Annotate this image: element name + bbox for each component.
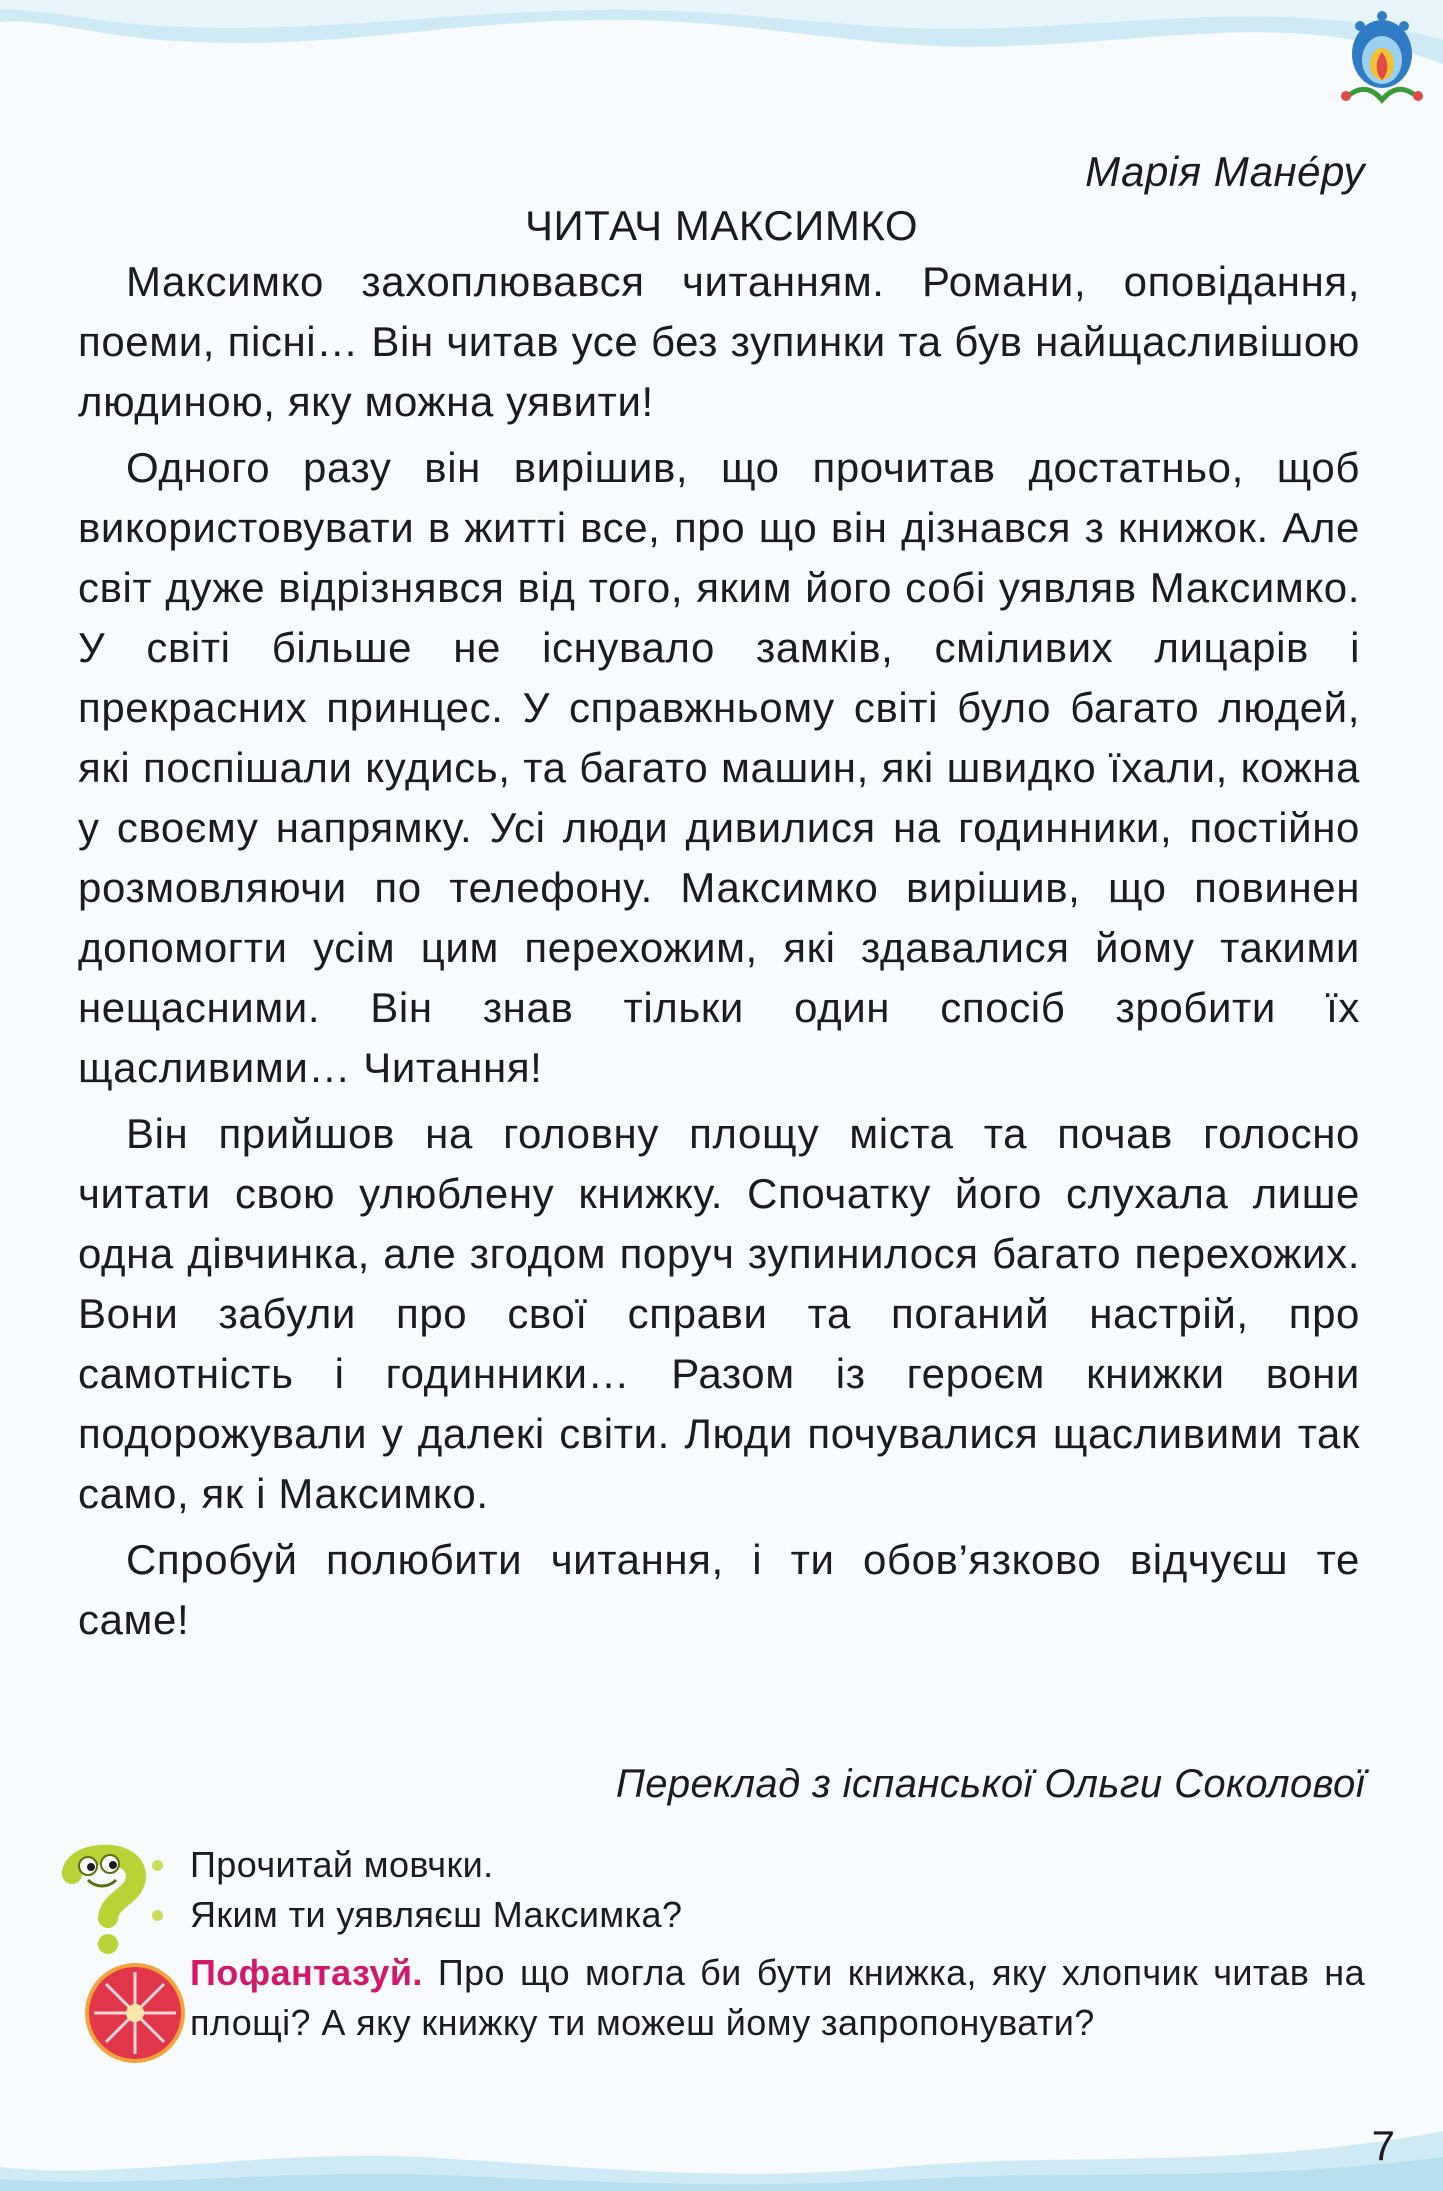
task-item (190, 1890, 1365, 1940)
fantasy-label: Пофантазуй. (190, 1952, 423, 1993)
story-paragraph: Максимко захоплювався читанням. Романи, оповідання, поеми, пісні… Він читав усе без зупинки та був найщасливішою людиною, яку можна уявити! (78, 258, 1360, 425)
question-mark-icon (54, 1840, 154, 1955)
story-paragraph: Одного разу він вирішив, що прочитав достатньо, щоб використовувати в житті все, про що він дізнався з книжок. Але світ дуже відрізнявся від того, яким його собі уявляв Максимко. У світі більше не існувало замків, сміливих лицарів і прекрасних принцес. У справжньому світі було багато людей, які поспішали кудись, та багато машин, які швидко їхали, кожна у своєму напрямку. Усі люди дивилися на годинники, постійно розмовляючи по телефону. Максимко вирішив, що повинен допомогти усім цим перехожим, які здавалися йому такими нещасними. Він знав тільки один спосіб зробити їх щасливими… Читання! (78, 444, 1360, 1091)
page-number: 7 (1371, 2122, 1395, 2169)
flower-ornament-icon (1330, 4, 1435, 114)
story-paragraph: Спробуй полюбити читання, і ти обов’язково відчуєш те саме! (78, 1536, 1360, 1643)
task-item (190, 1840, 1365, 1890)
fantasy-task (190, 1948, 1365, 2048)
story-text (78, 252, 1360, 1656)
bottom-wave-decoration (0, 2071, 1443, 2191)
task-text: Яким ти уявляєш Максимка? (190, 1894, 683, 1935)
fantasy-text: Про що могла би бути книжка, яку хлопчик читав на площі? А яку книжку ти можеш йому запропонувати? (190, 1952, 1366, 2043)
task-text: Прочитай мовчки. (190, 1844, 494, 1885)
translation-credit: Переклад з іспанської Ольги Соколової (615, 1762, 1365, 1806)
star-ball-icon (80, 1958, 190, 2068)
top-wave-decoration (0, 0, 1443, 90)
story-paragraph: Він прийшов на головну площу міста та почав голосно читати свою улюблену книжку. Спочатку його слухала лише одна дівчинка, але згодом поруч зупинилося багато перехожих. Вони забули про свої справи та поганий настрій, про самотність і годинники… Разом із героєм книжки вони подорожували у далекі світи. Люди почувалися щасливими так само, як і Максимко. (78, 1110, 1360, 1517)
bullet-dot (152, 1860, 163, 1871)
author-name: Марія Мане́ру (1085, 148, 1365, 195)
bullet-dot (152, 1910, 163, 1921)
task-section (190, 1840, 1365, 2048)
story-title: ЧИТАЧ МАКСИМКО (525, 202, 918, 249)
